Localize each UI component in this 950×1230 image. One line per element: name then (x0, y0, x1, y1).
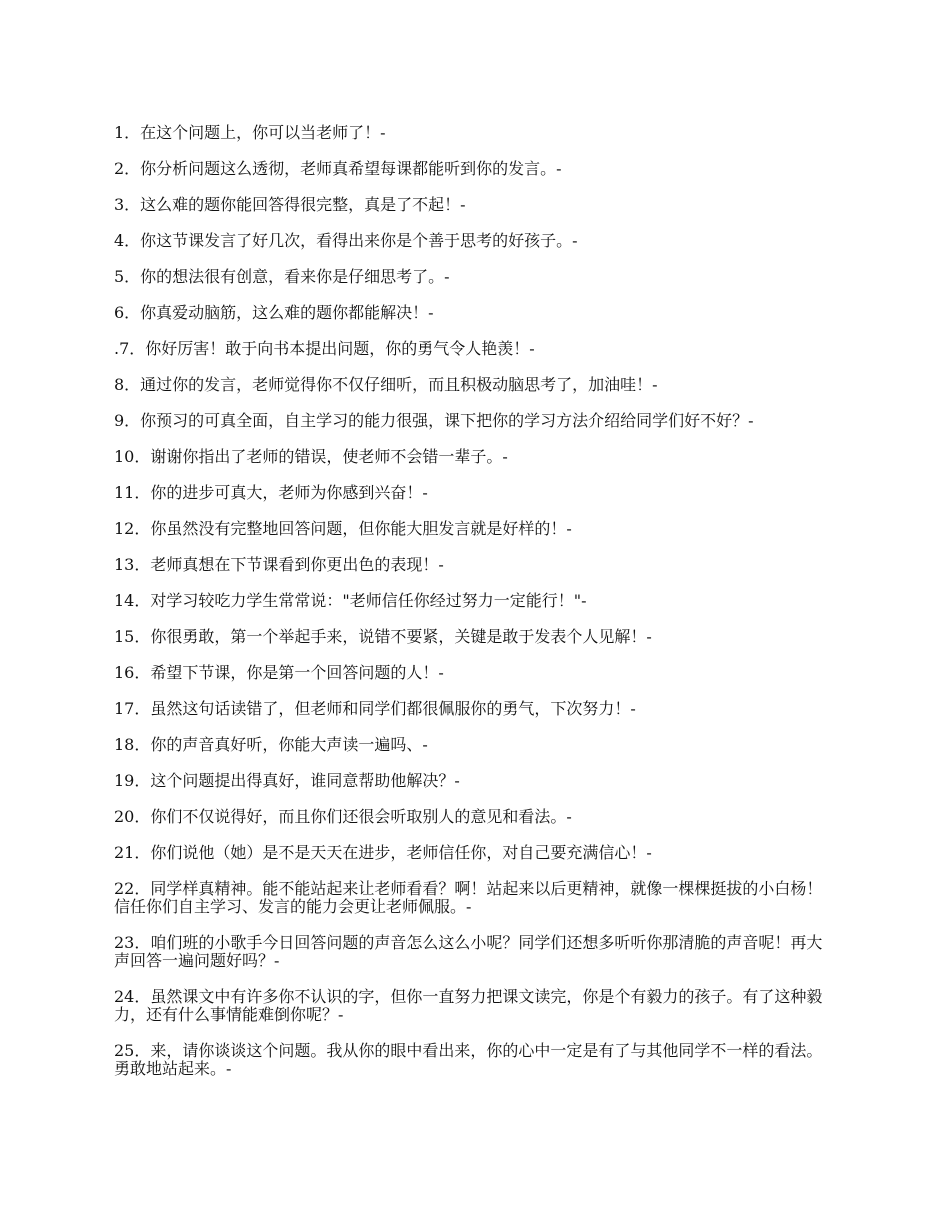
list-item: 18．你的声音真好听，你能大声读一遍吗、- (114, 735, 428, 754)
list-item: 8．通过你的发言，老师觉得你不仅仔细听，而且积极动脑思考了，加油哇！- (114, 375, 658, 394)
list-item: 15．你很勇敢，第一个举起手来，说错不要紧，关键是敢于发表个人见解！- (114, 627, 652, 646)
list-item: 11．你的进步可真大，老师为你感到兴奋！- (114, 483, 428, 502)
list-item: 23．咱们班的小歌手今日回答问题的声音怎么这么小呢？同学们还想多听听你那清脆的声音呢！再大声回答一遍问题好吗？- (114, 933, 823, 970)
list-item: 16．希望下节课，你是第一个回答问题的人！- (114, 663, 444, 682)
list-item: 25．来，请你谈谈这个问题。我从你的眼中看出来，你的心中一定是有了与其他同学不一样的看法。勇敢地站起来。- (114, 1041, 823, 1078)
list-item: 3．这么难的题你能回答得很完整，真是了不起！- (114, 195, 466, 214)
praise-list (114, 124, 824, 1096)
list-item: 5．你的想法很有创意，看来你是仔细思考了。- (114, 267, 450, 286)
list-item: 2．你分析问题这么透彻，老师真希望每课都能听到你的发言。- (114, 159, 562, 178)
list-item: 14．对学习较吃力学生常常说："老师信任你经过努力一定能行！"- (114, 591, 587, 610)
list-item: 6．你真爱动脑筋，这么难的题你都能解决！- (114, 303, 434, 322)
list-item: 10．谢谢你指出了老师的错误，使老师不会错一辈子。- (114, 447, 508, 466)
list-item: 19．这个问题提出得真好，谁同意帮助他解决？- (114, 771, 460, 790)
list-item: 20．你们不仅说得好，而且你们还很会听取别人的意见和看法。- (114, 807, 572, 826)
list-item: 22．同学样真精神。能不能站起来让老师看看？啊！站起来以后更精神，就像一棵棵挺拔的小白杨！信任你们自主学习、发言的能力会更让老师佩服。- (114, 879, 823, 916)
list-item: 21．你们说他（她）是不是天天在进步，老师信任你，对自己要充满信心！- (114, 843, 652, 862)
list-item: 24．虽然课文中有许多你不认识的字，但你一直努力把课文读完，你是个有毅力的孩子。有了这种毅力，还有什么事情能难倒你呢？- (114, 987, 823, 1024)
list-item: 1．在这个问题上，你可以当老师了！- (114, 123, 386, 142)
list-item: 9．你预习的可真全面，自主学习的能力很强，课下把你的学习方法介绍给同学们好不好？- (114, 411, 754, 430)
list-item: 4．你这节课发言了好几次，看得出来你是个善于思考的好孩子。- (114, 231, 578, 250)
list-item: 13．老师真想在下节课看到你更出色的表现！- (114, 555, 444, 574)
list-item: 17．虽然这句话读错了，但老师和同学们都很佩服你的勇气，下次努力！- (114, 699, 636, 718)
list-item: 12．你虽然没有完整地回答问题，但你能大胆发言就是好样的！- (114, 519, 572, 538)
list-item: .7．你好厉害！敢于向书本提出问题，你的勇气令人艳羡！- (114, 339, 535, 358)
